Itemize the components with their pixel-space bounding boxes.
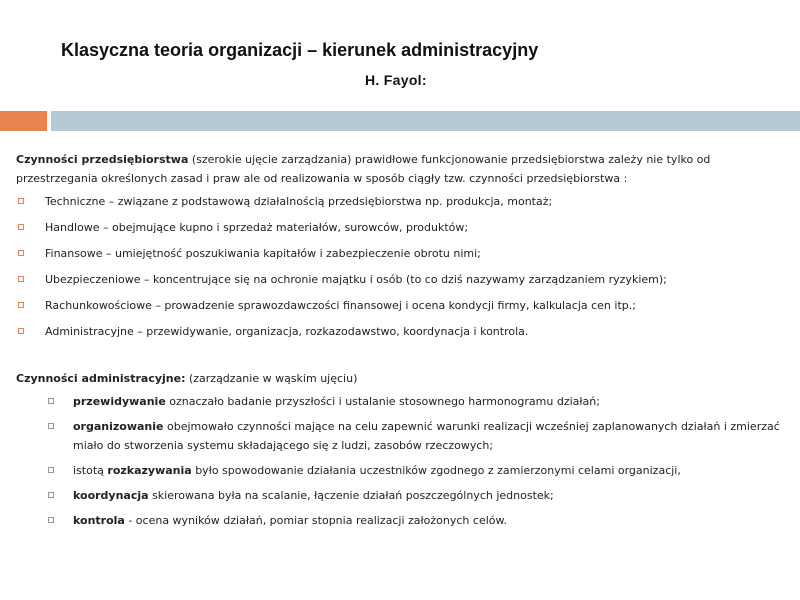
list-item — [16, 192, 791, 211]
section1-list — [16, 192, 791, 341]
item-description: było spowodowanie działania uczestników zgodnego z zamierzonymi celami organizacji, — [191, 464, 681, 477]
item-description: oznaczało badanie przyszłości i ustalanie stosownego harmonogramu działań; — [165, 395, 600, 408]
item-description: obejmowało czynności mające na celu zapewnić warunki realizacji wcześniej zaplanowanych działań i zmierzać miało do stworzenia systemu składającego się z ludzi, zasobów rzeczowych; — [73, 420, 780, 452]
square-bullet-icon — [18, 224, 24, 230]
square-bullet-icon — [18, 198, 24, 204]
list-item-text: Handlowe – obejmujące kupno i sprzedaż materiałów, surowców, produktów; — [45, 221, 469, 234]
list-item — [16, 218, 791, 237]
square-bullet-icon — [48, 467, 54, 473]
list-item — [16, 244, 791, 263]
list-item — [16, 322, 791, 341]
item-term: rozkazywania — [107, 464, 192, 477]
item-term: koordynacja — [73, 489, 149, 502]
square-bullet-icon — [18, 250, 24, 256]
list-item — [16, 296, 791, 315]
section1-intro — [16, 150, 791, 188]
square-bullet-icon — [48, 492, 54, 498]
list-item — [16, 511, 791, 530]
square-bullet-icon — [18, 276, 24, 282]
list-item-text: Techniczne – związane z podstawową działalnością przedsiębiorstwa np. produkcja, montaż; — [45, 195, 553, 208]
accent-bar-orange — [0, 111, 47, 131]
square-bullet-icon — [48, 398, 54, 404]
list-item — [16, 417, 791, 455]
square-bullet-icon — [48, 517, 54, 523]
section2-list — [16, 392, 791, 530]
item-term: organizowanie — [73, 420, 164, 433]
slide-subtitle: H. Fayol: — [365, 72, 427, 88]
square-bullet-icon — [48, 423, 54, 429]
list-item — [16, 270, 791, 289]
section2-lead-bold: Czynności administracyjne: — [16, 372, 186, 385]
item-description: skierowana była na scalanie, łączenie działań poszczególnych jednostek; — [148, 489, 554, 502]
item-prefix: istotą — [73, 464, 108, 477]
list-item — [16, 461, 791, 480]
item-description: - ocena wyników działań, pomiar stopnia realizacji założonych celów. — [124, 514, 507, 527]
slide-title: Klasyczna teoria organizacji – kierunek administracyjny — [61, 40, 539, 60]
list-item-text: Finansowe – umiejętność poszukiwania kapitałów i zabezpieczenie obrotu nimi; — [45, 247, 481, 260]
square-bullet-icon — [18, 328, 24, 334]
list-item — [16, 392, 791, 411]
item-term: przewidywanie — [73, 395, 166, 408]
section1-lead-bold: Czynności przedsiębiorstwa — [16, 153, 189, 166]
list-item-text: Rachunkowościowe – prowadzenie sprawozdawczości finansowej i ocena kondycji firmy, kalkulacja cen itp.; — [45, 299, 636, 312]
section1-lead-text: (szerokie ujęcie zarządzania) prawidłowe funkcjonowanie przedsiębiorstwa zależy nie tylko od przestrzegania określonych zasad i praw ale od realizowania w sposób ciągły tzw. czynności przedsiębiorstwa : — [16, 153, 711, 185]
accent-bar-blue — [51, 111, 800, 131]
section2-intro — [16, 369, 791, 388]
square-bullet-icon — [18, 302, 24, 308]
section2-lead-text: (zarządzanie w wąskim ujęciu) — [185, 372, 358, 385]
list-item — [16, 486, 791, 505]
list-item-text: Administracyjne – przewidywanie, organizacja, rozkazodawstwo, koordynacja i kontrola. — [45, 325, 529, 338]
slide-content — [16, 150, 791, 536]
list-item-text: Ubezpieczeniowe – koncentrujące się na ochronie majątku i osób (to co dziś nazywamy zarządzaniem ryzykiem); — [45, 273, 667, 286]
item-term: kontrola — [73, 514, 125, 527]
